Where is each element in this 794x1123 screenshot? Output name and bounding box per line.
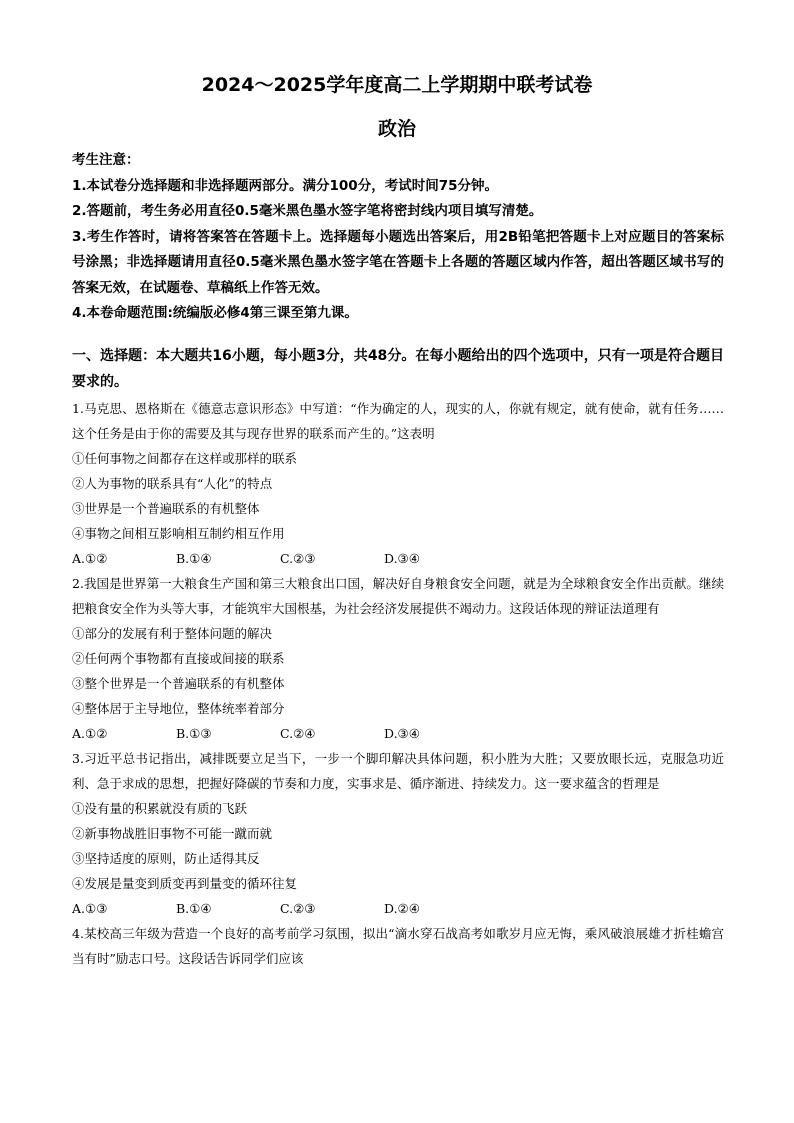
choice-a: A.①② (72, 726, 108, 741)
question-option: ③坚持适度的原则，防止适得其反 (72, 851, 260, 866)
choice-d: D.③④ (384, 551, 420, 566)
answer-choices (72, 896, 724, 921)
choice-c: C.②③ (280, 901, 316, 916)
notice-item: 1.本试卷分选择题和非选择题两部分。满分100分，考试时间75分钟。 (72, 177, 498, 194)
question-option: ②新事物战胜旧事物不可能一蹴而就 (72, 826, 273, 841)
notice-heading: 考生注意： (72, 152, 140, 168)
question-stem: 1.马克思、恩格斯在《德意志意识形态》中写道：“作为确定的人，现实的人，你就有规定，就有使命，就有任务……这个任务是由于你的需要及其与现存世界的联系而产生的。”这表明 (72, 401, 724, 441)
choice-c: C.②④ (280, 726, 316, 741)
question-stem: 4.某校高三年级为营造一个良好的高考前学习氛围，拟出“滴水穿石战高考如歌岁月应无悔，乘风破浪展雄才折桂蟾宫当有时”励志口号。这段话告诉同学们应该 (72, 926, 724, 966)
exam-subject: 政治 (377, 118, 416, 140)
question-option: ①部分的发展有利于整体问题的解决 (72, 626, 273, 641)
choice-b: B.①④ (176, 901, 212, 916)
candidate-notice (72, 148, 724, 327)
question-option: ②人为事物的联系具有“人化”的特点 (72, 476, 273, 491)
question-option: ①任何事物之间都存在这样或那样的联系 (72, 451, 298, 466)
answer-choices (72, 546, 724, 571)
choice-d: D.③④ (384, 726, 420, 741)
question-option: ④事物之间相互影响相互制约相互作用 (72, 526, 285, 541)
question-option: ④整体居于主导地位，整体统率着部分 (72, 701, 285, 716)
notice-item: 3.考生作答时，请将答案答在答题卡上。选择题每小题选出答案后，用2B铅笔把答题卡上对应题目的答案标号涂黑；非选择题请用直径0.5毫米黑色墨水签字笔在答题卡上各题的答题区域内作答，超出答题区域书写的答案无效，在试题卷、草稿纸上作答无效。 (72, 228, 724, 296)
question-stem: 2.我国是世界第一大粮食生产国和第三大粮食出口国，解决好自身粮食安全问题，就是为全球粮食安全作出贡献。继续把粮食安全作为头等大事，才能筑牢大国根基，为社会经济发展提供不竭动力。这段话体现的辩证法道理有 (72, 576, 724, 616)
exam-title: 2024～2025学年度高二上学期期中联考试卷 (201, 74, 593, 96)
question-option: ③整个世界是一个普遍联系的有机整体 (72, 676, 285, 691)
question-list (72, 396, 724, 971)
question-option: ①没有量的积累就没有质的飞跃 (72, 801, 248, 816)
question-option: ④发展是量变到质变再到量变的循环往复 (72, 876, 298, 891)
question-option: ②任何两个事物都有直接或间接的联系 (72, 651, 285, 666)
choice-b: B.①③ (176, 726, 212, 741)
choice-b: B.①④ (176, 551, 212, 566)
question-4 (72, 921, 724, 971)
notice-item: 4.本卷命题范围:统编版必修4第三课至第九课。 (72, 305, 358, 321)
answer-choices (72, 721, 724, 746)
question-stem: 3.习近平总书记指出，减排既要立足当下，一步一个脚印解决具体问题，积小胜为大胜；又要放眼长远，克服急功近利、急于求成的思想，把握好降碳的节奏和力度，实事求是、循序渐进、持续发力。这一要求蕴含的哲理是 (72, 751, 724, 791)
choice-a: A.①③ (72, 901, 108, 916)
notice-item: 2.答题前，考生务必用直径0.5毫米黑色墨水签字笔将密封线内项目填写清楚。 (72, 203, 543, 219)
section-heading: 一、选择题：本大题共16小题，每小题3分，共48分。在每小题给出的四个选项中，只有一项是符合题目要求的。 (72, 348, 724, 390)
choice-c: C.②③ (280, 551, 316, 566)
question-1 (72, 396, 724, 571)
question-3 (72, 746, 724, 921)
choice-d: D.②④ (384, 901, 420, 916)
question-2 (72, 571, 724, 746)
question-option: ③世界是一个普遍联系的有机整体 (72, 501, 260, 516)
choice-a: A.①② (72, 551, 108, 566)
